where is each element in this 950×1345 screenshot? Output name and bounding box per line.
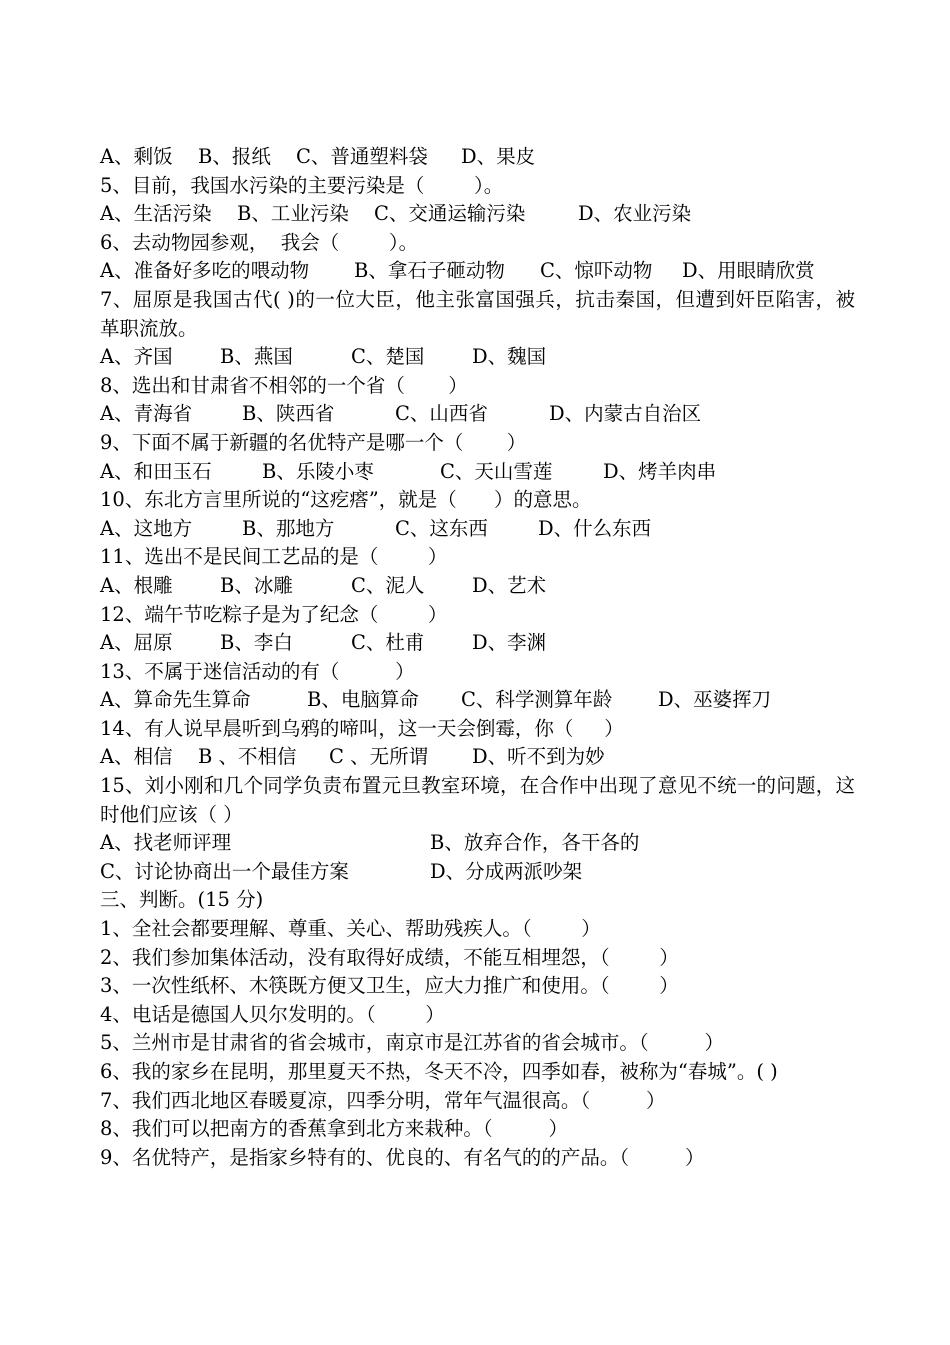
answer-options xyxy=(100,343,855,372)
answer-option: C、讨论协商出一个最佳方案 xyxy=(100,859,356,883)
answer-option: A、齐国 xyxy=(100,345,179,369)
question-text: 7、我们西北地区春暖夏凉，四季分明，常年气温很高。（ ） xyxy=(100,1088,666,1112)
answer-option: D、李渊 xyxy=(472,631,547,655)
answer-option: C、科学测算年龄 xyxy=(461,688,619,712)
answer-option: D、巫婆挥刀 xyxy=(658,688,772,712)
answer-option: A、生活污染 xyxy=(100,202,218,226)
answer-option: B 、不相信 xyxy=(198,745,303,769)
answer-options xyxy=(100,686,855,715)
answer-options xyxy=(100,829,855,858)
answer-option: B、工业污染 xyxy=(237,202,356,226)
answer-option: B、电脑算命 xyxy=(307,688,426,712)
answer-options xyxy=(100,629,855,658)
answer-options xyxy=(100,515,855,544)
answer-option: D、用眼睛欣赏 xyxy=(682,259,815,283)
question-text: 10、东北方言里所说的“这疙瘩”，就是（ ）的意思。 xyxy=(100,488,592,512)
answer-option: C、这东西 xyxy=(395,516,495,540)
question-text: 5、目前，我国水污染的主要污染是（ ）。 xyxy=(100,173,504,197)
answer-options xyxy=(100,743,855,772)
answer-option: B、燕国 xyxy=(220,345,300,369)
question-text: 5、兰州市是甘肃省的省会城市，南京市是江苏省的省会城市。（ ） xyxy=(100,1031,724,1055)
answer-option: A、剩饭 xyxy=(100,145,179,168)
answer-option: B、李白 xyxy=(220,631,300,655)
question-text: 2、我们参加集体活动，没有取得好成绩，不能互相埋怨，（ ） xyxy=(100,945,679,969)
answer-option: C、楚国 xyxy=(351,345,431,369)
answer-option: A、相信 xyxy=(100,745,179,769)
answer-option: A、这地方 xyxy=(100,516,199,540)
answer-option: D、农业污染 xyxy=(578,202,692,226)
answer-option: A、屈原 xyxy=(100,631,179,655)
answer-option: C、惊吓动物 xyxy=(540,259,659,283)
answer-option: B、乐陵小枣 xyxy=(262,459,381,483)
answer-option: B、拿石子砸动物 xyxy=(354,259,512,283)
question-text-wrapped: 15、刘小刚和几个同学负责布置元旦教室环境，在合作中出现了意见不统一的问题，这时他们应该（ ） xyxy=(100,774,855,826)
question-text: 9、名优特产，是指家乡特有的、优良的、有名气的的产品。（ ） xyxy=(100,1145,705,1169)
answer-options xyxy=(100,400,855,429)
question-text-wrapped: 7、屈原是我国古代( )的一位大臣，他主张富国强兵，抗击秦国，但遭到奸臣陷害，被革职流放。 xyxy=(100,287,855,340)
question-text-wrapped: 6、我的家乡在昆明，那里夏天不热，冬天不冷，四季如春，被称为“春城”。( ) xyxy=(100,1060,778,1083)
answer-options xyxy=(100,257,855,286)
answer-options xyxy=(100,458,855,487)
answer-options xyxy=(100,572,855,601)
answer-option: A、根雕 xyxy=(100,573,179,597)
answer-options xyxy=(100,200,855,229)
answer-option: C、交通运输污染 xyxy=(374,202,532,226)
answer-option: A、算命先生算命 xyxy=(100,688,257,712)
answer-option: D、内蒙古自治区 xyxy=(549,402,702,426)
answer-option: B、那地方 xyxy=(242,516,341,540)
question-text: 8、选出和甘肃省不相邻的一个省（ ） xyxy=(100,373,468,397)
answer-option: A、找老师评理 xyxy=(100,831,238,855)
question-text: 11、选出不是民间工艺品的是（ ） xyxy=(100,545,448,569)
answer-option: B、冰雕 xyxy=(220,573,300,597)
answer-option: C、泥人 xyxy=(351,573,431,597)
answer-option: A、准备好多吃的喂动物 xyxy=(100,259,316,283)
answer-option: D、艺术 xyxy=(472,573,547,597)
answer-option: C 、无所谓 xyxy=(329,745,435,769)
answer-option: A、和田玉石 xyxy=(100,459,218,483)
answer-options xyxy=(100,858,855,887)
answer-option: B、放弃合作，各干各的 xyxy=(430,831,640,855)
question-text: 4、电话是德国人贝尔发明的。（ ） xyxy=(100,1002,445,1026)
answer-option: C、天山雪莲 xyxy=(440,459,559,483)
answer-option: B、陕西省 xyxy=(242,402,341,426)
answer-option: C、普通塑料袋 xyxy=(296,145,435,168)
question-text: 9、下面不属于新疆的名优特产是哪一个（ ） xyxy=(100,430,527,454)
answer-option: D、烤羊肉串 xyxy=(603,459,717,483)
question-text: 三、判断。(15 分) xyxy=(100,888,264,912)
answer-option: A、青海省 xyxy=(100,402,199,426)
answer-option: D、听不到为妙 xyxy=(472,745,605,769)
question-text: 8、我们可以把南方的香蕉拿到北方来栽种。（ ） xyxy=(100,1117,568,1141)
question-text: 13、不属于迷信活动的有（ ） xyxy=(100,659,415,683)
question-text: 3、一次性纸杯、木筷既方便又卫生，应大力推广和使用。（ ） xyxy=(100,974,679,998)
answer-option: C、山西省 xyxy=(395,402,495,426)
question-text: 14、有人说早晨听到乌鸦的啼叫，这一天会倒霉，你（ ） xyxy=(100,716,624,740)
question-text: 1、全社会都要理解、尊重、关心、帮助残疾人。（ ） xyxy=(100,917,601,941)
answer-options xyxy=(100,143,855,172)
question-text: 12、端午节吃粽子是为了纪念（ ） xyxy=(100,602,448,626)
answer-option: D、分成两派吵架 xyxy=(430,859,583,883)
answer-option: D、魏国 xyxy=(472,345,547,369)
answer-option: C、杜甫 xyxy=(351,631,431,655)
answer-option: D、果皮 xyxy=(461,145,536,168)
answer-option: D、什么东西 xyxy=(538,516,652,540)
question-list xyxy=(100,143,855,1172)
answer-option: B、报纸 xyxy=(198,145,278,168)
exam-page xyxy=(100,143,855,1172)
question-text: 6、去动物园参观， 我会（ ）。 xyxy=(100,230,419,254)
